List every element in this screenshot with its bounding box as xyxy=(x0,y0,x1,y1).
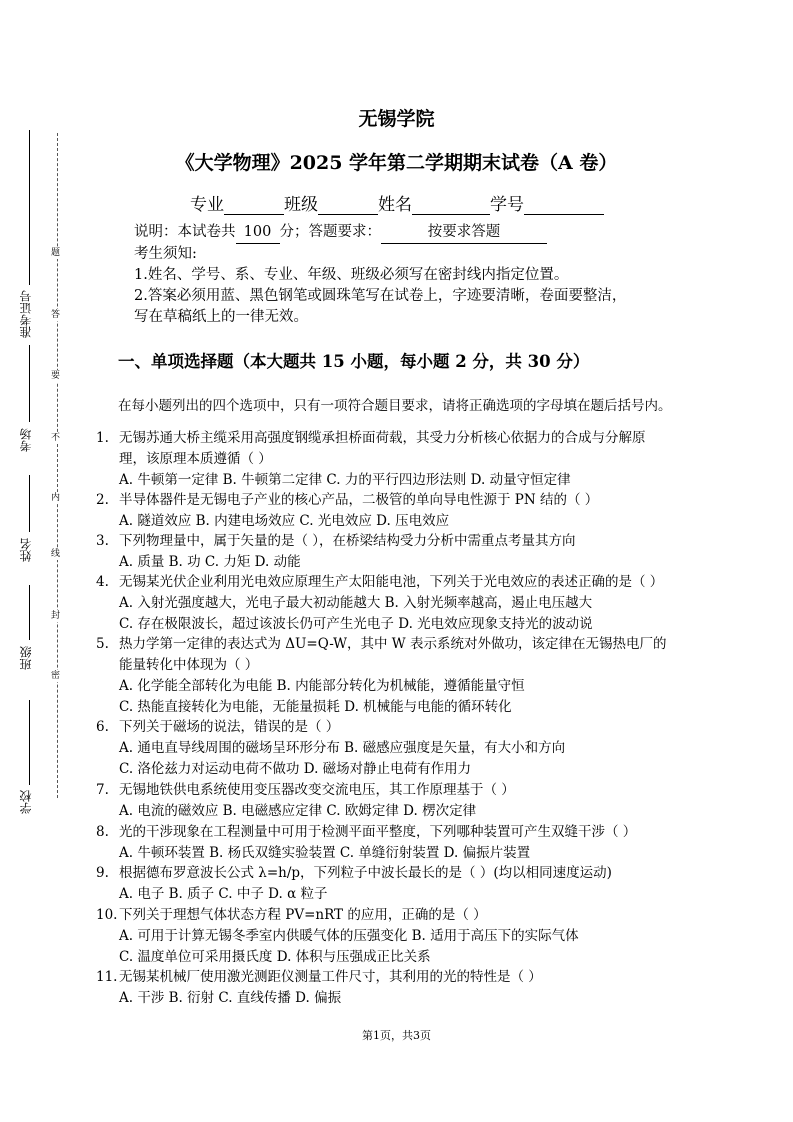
question-options[interactable]: A. 可用于计算无锡冬季室内供暖气体的压强变化 B. 适用于高压下的实际气体 xyxy=(119,928,579,944)
field-class-blank[interactable] xyxy=(318,196,378,215)
margin-label: 准考证号 xyxy=(19,290,33,338)
question-number: 7. xyxy=(96,782,109,798)
question-stem: 热力学第一定律的表达式为 ΔU=Q-W，其中 W 表示系统对外做功，该定律在无锡热电厂的 xyxy=(119,636,667,652)
question-item xyxy=(96,822,636,864)
question-item xyxy=(96,780,515,822)
notes-item-2: 2.答案必须用蓝、黑色钢笔或圆珠笔写在试卷上，字迹要清晰，卷面要整洁， xyxy=(134,288,627,304)
question-item xyxy=(96,717,565,780)
question-number: 1. xyxy=(96,430,109,446)
question-options[interactable]: A. 牛顿环装置 B. 杨氏双缝实验装置 C. 单缝衍射装置 D. 偏振片装置 xyxy=(119,845,531,861)
seal-char: 不 xyxy=(51,433,61,443)
question-options[interactable]: A. 电子 B. 质子 C. 中子 D. α 粒子 xyxy=(119,886,328,902)
question-item xyxy=(96,531,576,573)
margin-fill-line[interactable] xyxy=(29,585,30,640)
question-options[interactable]: C. 热能直接转化为电能，无能量损耗 D. 机械能与电能的循环转化 xyxy=(119,699,512,715)
question-stem: 光的干涉现象在工程测量中可用于检测平面平整度，下列哪种装置可产生双缝干涉（ ） xyxy=(119,824,637,840)
question-options[interactable]: C. 洛伦兹力对运动电荷不做功 D. 磁场对静止电荷有作用力 xyxy=(119,761,472,777)
question-stem: 下列物理量中，属于矢量的是（ ），在桥梁结构受力分析中需重点考量其方向 xyxy=(119,533,576,549)
question-stem: 下列关于理想气体状态方程 PV=nRT 的应用，正确的是（ ） xyxy=(119,907,487,923)
exam-notes xyxy=(134,222,626,328)
seal-char: 线 xyxy=(51,549,61,559)
margin-fill-line[interactable] xyxy=(29,130,30,285)
question-options[interactable]: A. 电流的磁效应 B. 电磁感应定律 C. 欧姆定律 D. 楞次定律 xyxy=(119,803,477,819)
question-item xyxy=(96,490,598,532)
question-stem: 无锡苏通大桥主缆采用高强度钢缆承担桥面荷载，其受力分析核心依据力的合成与分解原 xyxy=(119,430,646,446)
field-id-blank[interactable] xyxy=(524,196,604,215)
question-number: 6. xyxy=(96,719,109,735)
notes-total-suffix: 分；答题要求： xyxy=(279,224,381,240)
question-stem: 无锡某机械厂使用激光测距仪测量工件尺寸，其利用的光的特性是（ ） xyxy=(119,969,542,985)
notes-heading: 考生须知: xyxy=(134,246,197,262)
question-options[interactable]: A. 牛顿第一定律 B. 牛顿第二定律 C. 力的平行四边形法则 D. 动量守恒定律 xyxy=(119,472,571,488)
seal-line xyxy=(57,133,58,798)
margin-label: 考场 xyxy=(19,428,33,452)
question-stem: 下列关于磁场的说法，错误的是（ ） xyxy=(119,719,340,735)
question-options[interactable]: A. 质量 B. 功 C. 力矩 D. 动能 xyxy=(119,554,301,570)
question-item xyxy=(96,863,612,905)
question-stem: 无锡某光伏企业利用光电效应原理生产太阳能电池，下列关于光电效应的表述正确的是（ ） xyxy=(119,574,664,590)
question-stem-cont: 能量转化中体现为（ ） xyxy=(119,657,259,673)
field-name-label: 姓名 xyxy=(378,195,412,215)
question-options[interactable]: C. 存在极限波长，超过该波长仍可产生光电子 D. 光电效应现象支持光的波动说 xyxy=(119,616,593,632)
question-number: 10. xyxy=(96,907,118,923)
question-options[interactable]: A. 隧道效应 B. 内建电场效应 C. 光电效应 D. 压电效应 xyxy=(119,513,450,529)
question-number: 4. xyxy=(96,574,109,590)
notes-requirement: 按要求答题 xyxy=(381,222,547,244)
margin-fill-line[interactable] xyxy=(29,345,30,422)
margin-label: 班级 xyxy=(19,646,33,670)
question-options[interactable]: A. 干涉 B. 衍射 C. 直线传播 D. 偏振 xyxy=(119,990,342,1006)
question-options[interactable]: A. 通电直导线周围的磁场呈环形分布 B. 磁感应强度是矢量，有大小和方向 xyxy=(119,740,566,756)
section-title: 一、单项选择题（本大题共 15 小题，每小题 2 分，共 30 分） xyxy=(118,352,590,371)
student-info-fields xyxy=(190,190,604,215)
page-footer: 第1页，共3页 xyxy=(362,1029,431,1042)
margin-fill-line[interactable] xyxy=(29,700,30,785)
field-id-label: 学号 xyxy=(490,195,524,215)
seal-char: 密 xyxy=(51,671,61,681)
question-number: 11. xyxy=(96,969,118,985)
question-item xyxy=(96,634,666,718)
seal-char: 封 xyxy=(51,611,61,621)
notes-item-1: 1.姓名、学号、系、专业、年级、班级必须写在密封线内指定位置。 xyxy=(134,267,569,283)
seal-char: 内 xyxy=(51,493,61,503)
seal-char: 要 xyxy=(51,371,61,381)
notes-item-2-cont: 写在草稿纸上的一律无效。 xyxy=(134,309,308,325)
section-intro: 在每小题列出的四个选项中，只有一项符合题目要求，请将正确选项的字母填在题后括号内。 xyxy=(118,398,672,414)
exam-title: 《大学物理》2025 学年第二学期期末试卷（A 卷） xyxy=(175,152,618,174)
question-number: 9. xyxy=(96,865,109,881)
question-number: 3. xyxy=(96,533,109,549)
question-stem: 无锡地铁供电系统使用变压器改变交流电压，其工作原理基于（ ） xyxy=(119,782,515,798)
question-number: 5. xyxy=(96,636,109,652)
question-stem: 根据德布罗意波长公式 λ=h/p，下列粒子中波长最长的是（ ）(均以相同速度运动) xyxy=(119,865,612,881)
field-class-label: 班级 xyxy=(284,195,318,215)
margin-label: 学校 xyxy=(19,790,33,814)
question-stem: 半导体器件是无锡电子产业的核心产品，二极管的单向导电性源于 PN 结的（ ） xyxy=(119,492,599,508)
school-name: 无锡学院 xyxy=(358,108,435,130)
seal-char: 答 xyxy=(51,310,61,320)
question-item xyxy=(96,428,646,491)
margin-fill-line[interactable] xyxy=(29,475,30,532)
field-major-label: 专业 xyxy=(190,195,224,215)
question-item xyxy=(96,572,663,635)
question-options[interactable]: A. 入射光强度越大，光电子最大初动能越大 B. 入射光频率越高，遏止电压越大 xyxy=(119,595,593,611)
question-item xyxy=(96,905,579,968)
seal-char: 题 xyxy=(51,248,61,258)
question-item xyxy=(96,967,542,1009)
question-stem-cont: 理，该原理本质遵循（ ） xyxy=(119,451,272,467)
field-name-blank[interactable] xyxy=(412,196,490,215)
margin-label: 姓名 xyxy=(19,538,33,562)
notes-total-prefix: 说明：本试卷共 xyxy=(134,224,236,240)
question-options[interactable]: C. 温度单位可采用摄氏度 D. 体积与压强成正比关系 xyxy=(119,949,431,965)
notes-total-score: 100 xyxy=(236,222,280,244)
question-options[interactable]: A. 化学能全部转化为电能 B. 内能部分转化为机械能，遵循能量守恒 xyxy=(119,678,525,694)
question-number: 8. xyxy=(96,824,109,840)
field-major-blank[interactable] xyxy=(224,196,284,215)
question-number: 2. xyxy=(96,492,109,508)
